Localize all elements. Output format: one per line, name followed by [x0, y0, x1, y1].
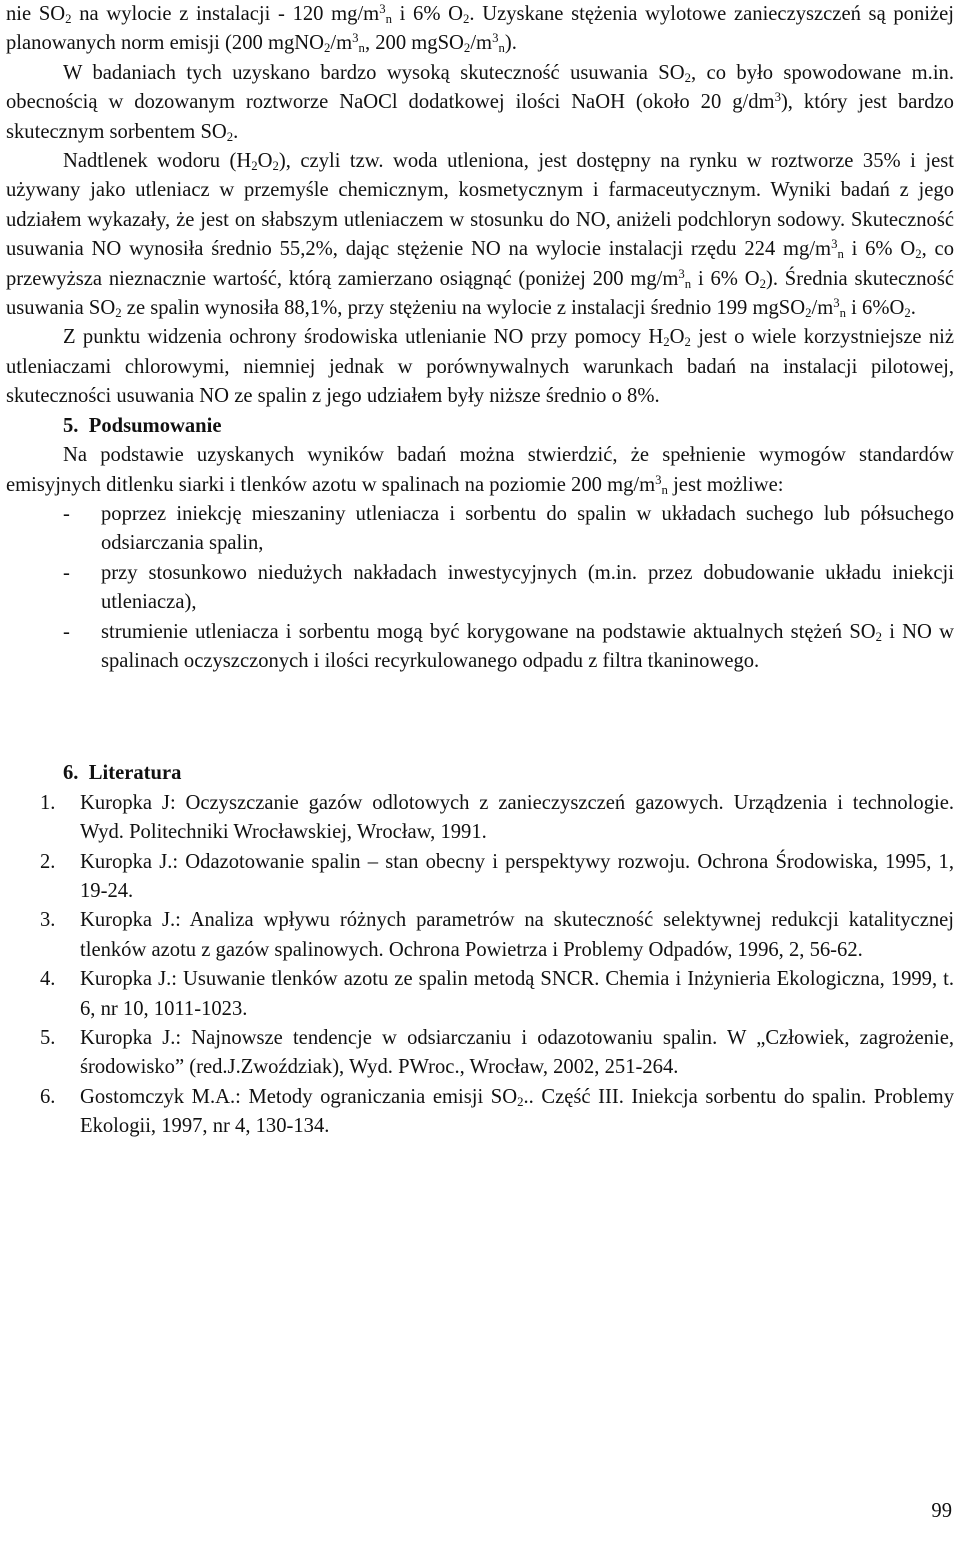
list-item — [6, 559, 954, 618]
list-marker: - — [63, 561, 70, 584]
text-run: jest możliwe: — [667, 473, 784, 496]
reference-number: 4. — [40, 968, 56, 991]
text-run: Na podstawie uzyskanych wyników badań można stwierdzić, że spełnienie wymogów standardów emisyjnych ditlenku siarki i tlenków azotu w spalinach na poziomie 200 mg/m — [6, 444, 954, 496]
superscript: 3 — [352, 31, 359, 46]
subscript: 2 — [463, 12, 470, 27]
reference-text: Kuropka J.: Odazotowanie spalin – stan obecny i perspektywy rozwoju. Ochrona Środowiska, 1995, 1, 19-24. — [80, 850, 954, 902]
reference-text: Kuropka J.: Analiza wpływu różnych parametrów na skuteczność selektywnej redukcji katalitycznej tlenków azotu z gazów spalinowych. Ochrona Powietrza i Problemy Odpadów, 1996, 2, 56-62. — [80, 909, 954, 961]
section-number: 5. — [63, 414, 79, 437]
reference-number: 3. — [40, 909, 56, 932]
section-heading-summary — [6, 412, 954, 441]
section-title: Literatura — [88, 762, 182, 785]
reference-item — [6, 1024, 954, 1083]
reference-number: 6. — [40, 1085, 56, 1108]
text-run: ). — [504, 32, 517, 55]
reference-text: Gostomczyk M.A.: Metody ograniczania emisji SO — [80, 1085, 518, 1108]
text-run: O — [257, 150, 273, 173]
reference-list — [6, 789, 954, 1142]
subscript: 2 — [684, 71, 691, 85]
subscript: 2 — [875, 629, 883, 644]
reference-text: Kuropka J: Oczyszczanie gazów odlotowych z zanieczyszczeń gazowych. Urządzenia i technologie. Wyd. Politechniki Wrocławskiej, Wrocław, 1991. — [80, 791, 954, 844]
section-heading-references — [6, 759, 954, 788]
text-run: jest o wiele korzystniejsze niż utleniaczami chlorowymi, niemniej jednak w porównywalnych warunkach badań na instalacji pilotowej, skuteczności usuwania NO ze spalin z jego udziałem były niższe średnio o 8%. — [6, 326, 954, 408]
subscript: n — [661, 482, 668, 497]
list-item-text: poprzez iniekcję mieszaniny utleniacza i sorbentu do spalin w układach suchego lub półsuchego odsiarczania spalin, — [101, 502, 954, 555]
subscript: n — [358, 41, 365, 56]
reference-item — [6, 906, 954, 965]
text-run: O — [669, 326, 685, 349]
text-run: i 6% O — [843, 238, 916, 261]
list-item — [6, 500, 954, 559]
reference-text: .. Część III. Iniekcja sorbentu do spalin. Problemy Ekologii, 1997, nr 4, 130-134. — [80, 1085, 954, 1138]
reference-number: 5. — [40, 1027, 56, 1049]
text-run: nie SO — [6, 3, 66, 25]
subscript: 2 — [684, 335, 691, 350]
subscript: 2 — [663, 335, 670, 350]
reference-item — [6, 965, 954, 1024]
reference-number: 2. — [40, 850, 56, 873]
superscript: 3 — [379, 1, 386, 16]
text-run: i 6% O — [391, 3, 464, 25]
text-run: . — [233, 120, 239, 143]
subscript: 2 — [759, 276, 766, 291]
text-run: , co przewyższa nieznacznie wartość, którą zamierzano osiągnąć (poniżej 200 mg/m — [6, 238, 954, 290]
text-run: Nadtlenek wodoru (H — [63, 150, 252, 173]
paragraph-4 — [6, 323, 954, 411]
reference-item — [6, 789, 954, 848]
subscript: 2 — [915, 247, 922, 262]
text-run: , co było spowodowane m.in. obecnością w dozowanym roztworze NaOCl dodatkowej ilości NaOH (około 20 g/dm — [6, 61, 954, 114]
text-run: /m — [811, 297, 834, 320]
paragraph-2 — [6, 59, 954, 147]
text-run: ), który jest bardzo skutecznym sorbentem SO — [6, 91, 954, 143]
subscript: n — [837, 247, 844, 262]
section-number: 6. — [63, 762, 79, 785]
list-item-text: i NO w spalinach oczyszczonych i ilości recyrkulowanego odpadu z filtra tkaninowego. — [101, 620, 954, 672]
reference-text: Kuropka J.: Usuwanie tlenków azotu ze spalin metodą SNCR. Chemia i Inżynieria Ekologiczna, 1999, t. 6, nr 10, 1011-1023. — [80, 968, 954, 1020]
subscript: 2 — [904, 306, 911, 321]
text-run: ). Średnia skuteczność usuwania SO — [6, 267, 954, 320]
text-run: ze spalin wynosiła 88,1%, przy stężeniu na wylocie z instalacji średnio 199 mgSO — [121, 297, 806, 320]
reference-item — [6, 1083, 954, 1142]
reference-number: 1. — [40, 791, 56, 814]
subscript: n — [839, 306, 847, 321]
subscript: 2 — [226, 129, 234, 144]
text-run: i 6%O — [846, 297, 905, 320]
text-run: W badaniach tych uzyskano bardzo wysoką skuteczność usuwania SO — [63, 61, 685, 84]
subscript: n — [684, 276, 692, 291]
page-number: 99 — [931, 1500, 952, 1522]
text-run: na wylocie z instalacji - 120 mg/m — [71, 3, 380, 25]
superscript: 3 — [833, 296, 840, 311]
spacer — [6, 676, 954, 759]
subscript: 2 — [272, 159, 279, 174]
list-item-text: strumienie utleniacza i sorbentu mogą być korygowane na podstawie aktualnych stężeń SO — [101, 620, 876, 643]
list-marker: - — [63, 502, 70, 525]
list-item — [6, 618, 954, 677]
subscript: 2 — [463, 41, 471, 56]
subscript: n — [498, 41, 505, 56]
subscript: 2 — [517, 1095, 524, 1109]
text-run: . — [910, 297, 916, 320]
superscript: 3 — [831, 237, 838, 252]
subscript: 2 — [805, 306, 812, 321]
text-run: , 200 mgSO — [364, 32, 464, 55]
list-item-text: przy stosunkowo niedużych nakładach inwestycyjnych (m.in. przez dobudowanie układu iniekcji utleniacza), — [101, 561, 954, 614]
summary-list — [6, 500, 954, 676]
text-run: Z punktu widzenia ochrony środowiska utlenianie NO przy pomocy H — [63, 326, 664, 349]
text-run: ), czyli tzw. woda utleniona, jest dostępny na rynku w roztworze 35% i jest używany jako utleniacz w przemyśle chemicznym, kosmetycznym i farmaceutycznym. Wyniki badań z jego udziałem wykazały, że jest on słabszym utleniaczem w stosunku do NO, aniżeli podchloryn sodowy. Skuteczność usuwania NO wynosiła średnio 55,2%, dając stężenie NO na wylocie instalacji rzędu 224 mg/m — [6, 150, 954, 261]
text-run: . Uzyskane stężenia wylotowe zanieczyszczeń są poniżej planowanych norm emisji (200 mgNO — [6, 3, 954, 55]
superscript: 3 — [678, 266, 685, 281]
list-marker: - — [63, 620, 70, 643]
summary-paragraph — [6, 441, 954, 500]
section-title: Podsumowanie — [88, 414, 222, 437]
text-run: /m — [470, 32, 493, 55]
paragraph-3 — [6, 147, 954, 323]
paragraph-1 — [6, 0, 954, 59]
text-run: /m — [330, 32, 353, 55]
subscript: n — [385, 12, 392, 27]
reference-item — [6, 848, 954, 907]
subscript: 2 — [324, 41, 331, 56]
text-run: i 6% O — [691, 267, 760, 290]
reference-text: Kuropka J.: Najnowsze tendencje w odsiarczaniu i odazotowaniu spalin. W „Człowiek, zagrożenie, środowisko” (red.J.Zwoździak), Wyd. PWroc., Wrocław, 2002, 251-264. — [80, 1027, 954, 1079]
superscript: 3 — [774, 90, 781, 105]
superscript: 3 — [655, 472, 662, 487]
subscript: 2 — [65, 12, 72, 27]
page-content — [6, 0, 954, 1142]
superscript: 3 — [492, 31, 499, 46]
subscript: 2 — [115, 306, 122, 321]
subscript: 2 — [251, 159, 258, 174]
